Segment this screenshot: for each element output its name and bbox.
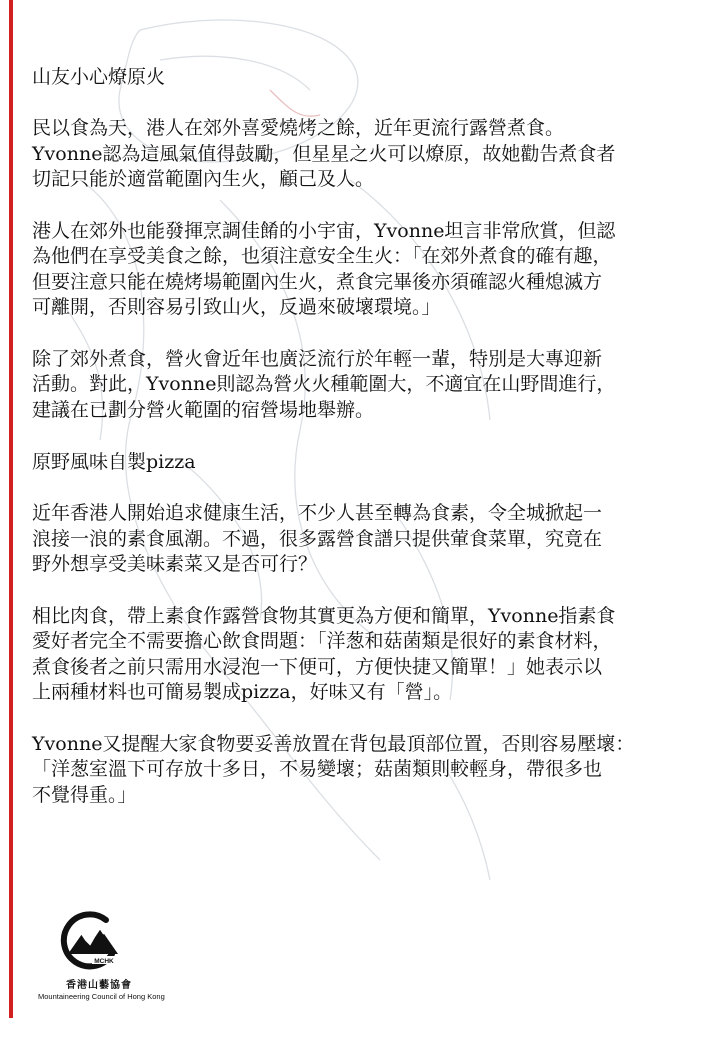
paragraph-line: 港人在郊外也能發揮烹調佳餚的小宇宙，Yvonne坦言非常欣賞，但認: [32, 219, 616, 242]
paragraph-line: 煮食後者之前只需用水浸泡一下便可，方便快捷又簡單！」她表示以: [32, 655, 603, 678]
paragraph-line: 上兩種材料也可簡易製成pizza，好味又有「營」。: [32, 681, 453, 703]
paragraph-line: 可離開，否則容易引致山火，反過來破壞環境。」: [32, 296, 441, 318]
paragraph-2: [32, 219, 702, 321]
organization-logo: [38, 910, 165, 1006]
paragraph-line: 浪接一浪的素食風潮。不過，很多露營食譜只提供葷食菜單，究竟在: [32, 527, 603, 550]
paragraph-1: [32, 116, 702, 193]
left-red-rule: [9, 0, 13, 1018]
paragraph-line: Yvonne認為這風氣值得鼓勵，但星星之火可以燎原，故她勸告煮食者: [32, 142, 616, 165]
logo-name-english: Mountaineering Council of Hong Kong: [38, 992, 165, 1001]
paragraph-line: 切記只能於適當範圍內生火，顧己及人。: [32, 168, 375, 190]
article-body: [32, 64, 702, 834]
paragraph-line: 為他們在享受美食之餘，也須注意安全生火：「在郊外煮食的確有趣，: [32, 245, 612, 267]
paragraph-5: [32, 604, 702, 706]
paragraph-line: 相比肉食，帶上素食作露營食物其實更為方便和簡單，Yvonne指素食: [32, 604, 616, 627]
paragraph-line: 除了郊外煮食，營火會近年也廣泛流行於年輕一輩，特別是大專迎新: [32, 347, 603, 370]
section-heading-pizza: 原野風味自製pizza: [32, 451, 196, 473]
paragraph-line: 民以食為天，港人在郊外喜愛燒烤之餘，近年更流行露營煮食。: [32, 117, 565, 139]
paragraph-line: 但要注意只能在燒烤場範圍內生火，煮食完畢後亦須確認火種熄滅方: [32, 270, 603, 293]
logo-name-chinese: 香港山藝協會: [66, 980, 132, 991]
paragraph-line: 愛好者完全不需要擔心飲食問題：「洋葱和菇菌類是很好的素食材料，: [32, 630, 612, 652]
paragraph-line: 建議在已劃分營火範圍的宿營場地舉辦。: [32, 398, 375, 421]
paragraph-line: 近年香港人開始追求健康生活，不少人甚至轉為食素，令全城掀起一: [32, 502, 603, 524]
paragraph-6: [32, 732, 702, 809]
logo-mark-text: MCHK: [94, 958, 114, 965]
paragraph-line: 「洋葱室溫下可存放十多日，不易變壞；菇菌類則較輕身，帶很多也: [32, 758, 603, 780]
paragraph-3: [32, 347, 702, 424]
paragraph-4: [32, 501, 702, 578]
paragraph-line: Yvonne又提醒大家食物要妥善放置在背包最頂部位置，否則容易壓壞：: [32, 732, 635, 755]
paragraph-line: 活動。對此，Yvonne則認為營火火種範圍大，不適宜在山野間進行，: [32, 373, 616, 395]
mountain-logo-icon: [60, 910, 122, 972]
paragraph-line: 野外想享受美味素菜又是否可行？: [32, 553, 318, 575]
section-heading-wildfire: 山友小心燎原火: [32, 66, 166, 88]
paragraph-line: 不覺得重。」: [32, 783, 137, 806]
